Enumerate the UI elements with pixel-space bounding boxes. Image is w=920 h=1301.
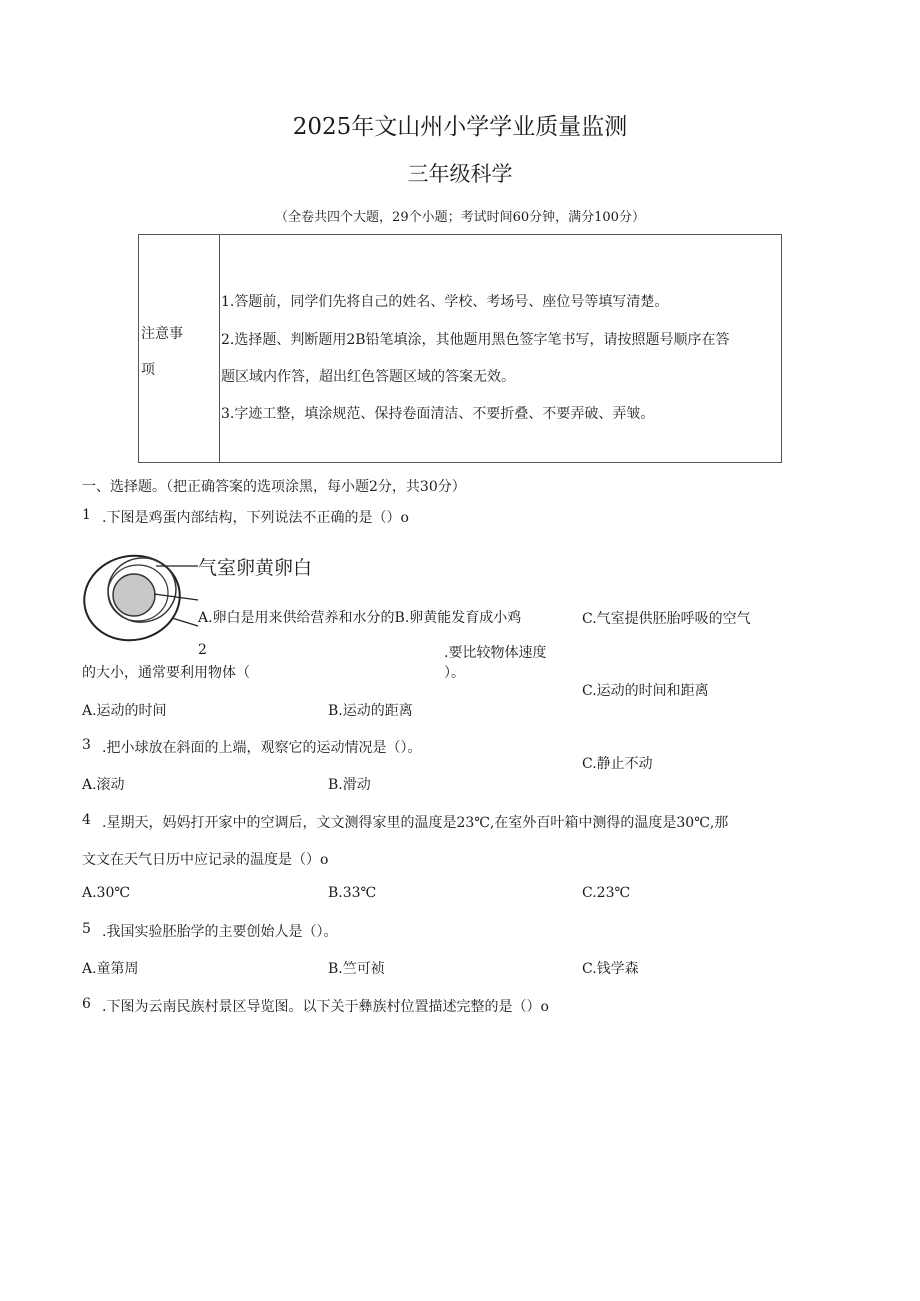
- q3-number: 3: [82, 737, 91, 753]
- q6-number: 6: [82, 996, 91, 1012]
- egg-figure-labels: 气室卵黄卵白: [198, 557, 313, 579]
- q6-text: .下图为云南民族村景区导览图。以下关于彝族村位置描述完整的是（）o: [102, 999, 549, 1015]
- exam-subject: 三年级科学: [407, 162, 513, 186]
- q2-option-a: A.运动的时间: [82, 703, 167, 719]
- q4-text-line2: 文文在天气日历中应记录的温度是（）o: [82, 852, 329, 868]
- egg-structure-figure: [80, 548, 210, 648]
- q3-option-a: A.滚动: [82, 777, 125, 793]
- q2-text-part2: 的大小，通常要利用物体（: [82, 665, 250, 681]
- q1-options-ab: A.卵白是用来供给营养和水分的B.卵黄能发育成小鸡: [198, 610, 522, 626]
- q2-number: 2: [198, 642, 207, 658]
- q5-option-b: B.竺可祯: [328, 961, 385, 977]
- notice-item-2: 2.选择题、判断题用2B铅笔填涂，其他题用黑色签字笔书写，请按照题号顺序在答: [221, 332, 730, 348]
- q3-option-c: C.静止不动: [582, 756, 653, 772]
- q2-option-b: B.运动的距离: [328, 703, 413, 719]
- q3-option-b: B.滑动: [328, 777, 371, 793]
- q1-option-c: C.气室提供胚胎呼吸的空气: [582, 611, 751, 627]
- notice-item-1: 1.答题前，同学们先将自己的姓名、学校、考场号、座位号等填写清楚。: [221, 294, 669, 310]
- q4-option-b: B.33℃: [328, 885, 377, 901]
- notice-box: [138, 234, 782, 463]
- q4-option-c: C.23℃: [582, 885, 631, 901]
- exam-title: 2025年文山州小学学业质量监测: [292, 114, 628, 140]
- q5-option-c: C.钱学森: [582, 961, 639, 977]
- section-heading: 一、选择题。（把正确答案的选项涂黑，每小题2分，共30分）: [82, 479, 466, 495]
- notice-label-line2: 项: [141, 362, 155, 378]
- notice-item-2-cont: 题区域内作答，超出红色答题区域的答案无效。: [221, 369, 515, 385]
- q2-option-c: C.运动的时间和距离: [582, 683, 709, 699]
- q2-text-part1: .要比较物体速度: [444, 645, 547, 661]
- exam-info: （全卷共四个大题，29个小题；考试时间60分钟，满分100分）: [275, 210, 645, 225]
- q2-text-part3: ）。: [444, 665, 465, 681]
- q4-option-a: A.30℃: [82, 885, 131, 901]
- q4-text-line1: .星期天，妈妈打开家中的空调后，文文测得家里的温度是23℃,在室外百叶箱中测得的温度是30℃,那: [102, 815, 729, 831]
- q5-number: 5: [82, 921, 91, 937]
- notice-label-line1: 注意事: [141, 326, 183, 342]
- notice-item-3: 3.字迹工整，填涂规范、保持卷面清洁、不要折叠、不要弄破、弄皱。: [221, 406, 655, 422]
- q5-option-a: A.童第周: [82, 961, 139, 977]
- notice-divider: [219, 235, 220, 462]
- q1-text: .下图是鸡蛋内部结构，下列说法不正确的是（）o: [102, 510, 409, 526]
- q1-number: 1: [82, 507, 91, 523]
- q5-text: .我国实验胚胎学的主要创始人是（）。: [102, 924, 338, 940]
- q3-text: .把小球放在斜面的上端，观察它的运动情况是（）。: [102, 740, 422, 756]
- q4-number: 4: [82, 812, 91, 828]
